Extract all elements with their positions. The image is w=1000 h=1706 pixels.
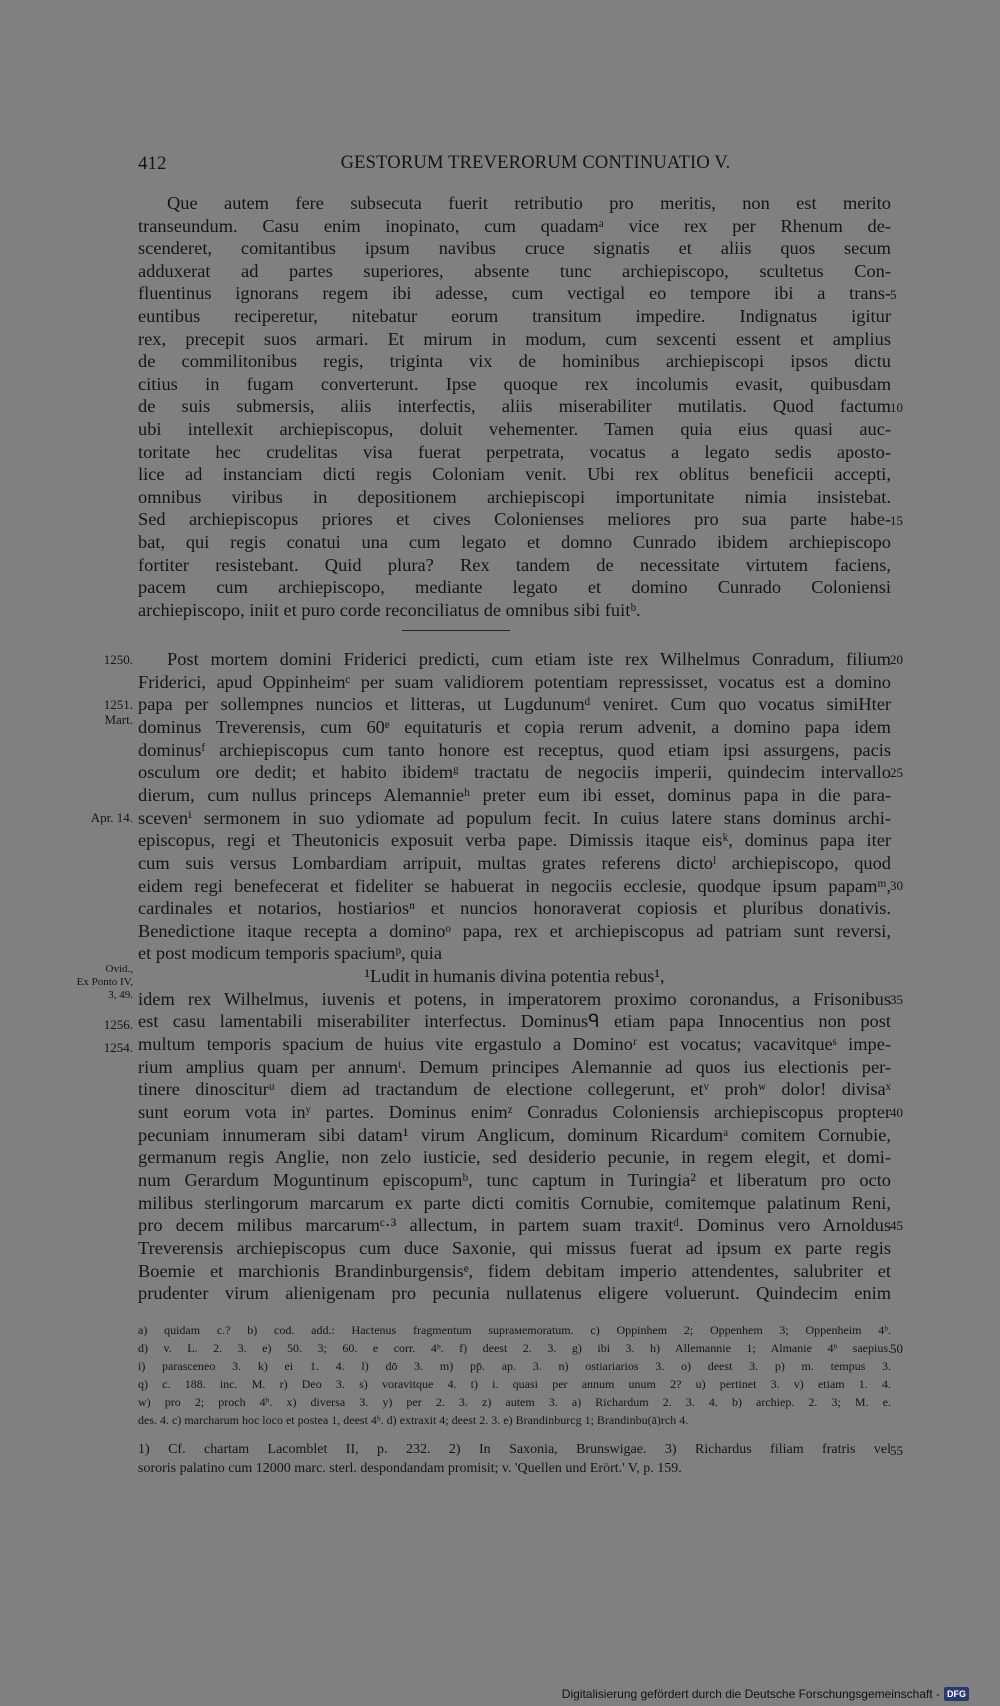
text-line: sunt eorum vota inʸ partes. Dominus enimᶻ Conradus Coloniensis archiepiscopus propter xyxy=(138,1102,891,1122)
text-line: de suis submersis, aliis interfectis, aliis miserabiliter mutilatis. Quod factum xyxy=(138,396,891,417)
text-line: et post modicum temporis spaciumᵖ, quia xyxy=(138,943,443,964)
footnote-line: i) parasceneo 3. k) ei 1. 4. l) dō 3. m) pp̄. ap. 3. n) ostiariarios 3. o) deest 3. p) m. tempus 3. xyxy=(138,1359,891,1373)
footnote-line: d) v. L. 2. 3. e) 50. 3; 60. e corr. 4ᵇ. f) deest 2. 3. g) ibi 3. h) Allemannie 1; Almanie 4ᵇ saepius. xyxy=(138,1341,891,1355)
text-line: cum suis versus Lombardiam arripuit, multas grates referens dictoˡ archiepiscopo, quod xyxy=(138,852,891,873)
line-number: 25 xyxy=(890,765,903,780)
footnote-line: des. 4. c) marcharum hoc loco et postea 1, deest 4ᵇ. d) extraxit 4; deest 2. 3. e) Brandinburcg 1; Brandinbu(ā)rch 4. xyxy=(138,1413,689,1427)
dfg-logo: DFG xyxy=(944,1687,969,1701)
section-divider xyxy=(402,630,510,631)
footnote-line: a) quidam c.? b) cod. add.: Hactenus fragmentum suprамemoratum. c) Oppinhem 2; Oppenhem 3; Oppenheim 4ᵇ. xyxy=(138,1323,891,1337)
margin-source: Ovid., xyxy=(105,963,133,975)
note-line: sororis palatino cum 12000 marc. sterl. despondandam promisit; v. 'Quellen und Erört.' V, p. 159. xyxy=(138,1461,682,1476)
line-number: 45 xyxy=(890,1218,903,1233)
text-line: omnibus viribus in depositionem archiepiscopi importunitate nimia insistebat. xyxy=(138,486,891,507)
text-line: Boemie et marchionis Brandinburgensisᵉ, fidem debitam imperio attendentes, salubriter et xyxy=(138,1260,891,1281)
page-number: 412 xyxy=(138,153,167,174)
text-line: rium amplius quam per annumᵗ. Demum principes Alemannie ad quos ius electionis per- xyxy=(138,1056,891,1077)
running-title: GESTORUM TREVERORUM CONTINUATIO V. xyxy=(340,153,731,173)
text-line: pecuniam innumeram sibi datam¹ virum Anglicum, dominum Ricardumᵃ comitem Cornubie, xyxy=(138,1124,891,1145)
line-number: 55 xyxy=(890,1443,903,1458)
line-number: 10 xyxy=(890,400,903,415)
text-line: tinere dinosciturᵘ diem ad tractandum de electione collegerunt, etᵛ prohʷ dolor! divisaˣ xyxy=(138,1079,891,1100)
text-line: dominusᶠ archiepiscopus cum tanto honore est receptus, quod etiam ipsi assurgens, pacis xyxy=(138,739,891,760)
line-number: 50 xyxy=(890,1341,903,1356)
text-line: Treverensis archiepiscopus cum duce Saxonie, qui missus fuerat ad ipsum ex parte regis xyxy=(138,1237,891,1258)
text-line: dominus Treverensis, cum 60ᵉ equitaturis et copia rerum advenit, a domino papa idem xyxy=(138,716,891,737)
text-line: prudenter virum alienigenam pro pecunia nullatenus eligere voluerunt. Quindecim enim xyxy=(138,1283,891,1304)
text-line: dierum, cum nullus princeps Alemannieʰ preter eum ibi esset, dominus papa in die para- xyxy=(138,784,891,805)
line-number: 20 xyxy=(890,652,903,667)
text-line: rex, precepit suos armari. Et mirum in modum, cum sexcenti essent et amplius xyxy=(138,328,891,349)
footnote-line: q) c. 188. inc. M. r) Deo 3. s) voravitque 4. t) i. quasi per annum unum 2? u) pertinet 3. v) etiam 1. 4. xyxy=(138,1377,891,1391)
margin-source: 3, 49. xyxy=(108,989,133,1001)
text-line: toritate hec crudelitas visa fuerat perpetrata, vocatus a legato sedis aposto- xyxy=(138,441,891,462)
text-line: euntibus reciperetur, nitebatur eorum transitum impedire. Indignatus igitur xyxy=(138,306,891,326)
text-line: lice ad instanciam dicti regis Coloniam venit. Ubi rex oblitus beneficii accepti, xyxy=(138,464,891,485)
text-line: transeundum. Casu enim inopinato, cum quadamᵃ vice rex per Rhenum de- xyxy=(138,215,891,236)
text-line: cardinales et notarios, hostiariosⁿ et nuncios honoraverat copiosis et pluribus donativis. xyxy=(138,898,891,919)
text-line: de commilitonibus regis, triginta vix de hominibus archiepiscopi ipsos dictu xyxy=(138,351,891,372)
margin-source: Ex Ponto IV, xyxy=(76,976,133,988)
text-line: pro decem milibus marcarumᶜ·³ allectum, in partem suam traxitᵈ. Dominus vero Arnoldus xyxy=(138,1215,891,1236)
text-line: num Gerardum Moguntinum episcopumᵇ, tunc captum in Turingia² et liberatum pro octo xyxy=(138,1169,891,1190)
verse-quotation: ¹Ludit in humanis divina potentia rebus¹, xyxy=(364,966,665,987)
margin-year: 1254. xyxy=(103,1040,133,1055)
line-number: 40 xyxy=(890,1105,903,1120)
text-line: ubi intellexit archiepiscopus, doluit vehementer. Tamen quia eius quasi auc- xyxy=(138,419,891,439)
text-line: Que autem fere subsecuta fuerit retributio pro meritis, non est merito xyxy=(167,193,891,213)
text-line: Sed archiepiscopus priores et cives Colonienses meliores pro sua parte habe- xyxy=(138,509,891,530)
text-line: multum temporis spacium de huius vite ergastulo a Dominoʳ est vocatus; vacavitqueˢ impe- xyxy=(138,1034,891,1055)
text-line: idem rex Wilhelmus, iuvenis et potens, in imperatorem proximo coronandus, a Frisonibus xyxy=(138,988,891,1009)
footnote-line: w) pro 2; proch 4ᵇ. x) diversa 3. y) per 2. 3. z) autem 3. a) Richardum 2. 3. 4. b) archiep. 2. 3; M. e. xyxy=(138,1395,891,1409)
margin-year: 1250. xyxy=(103,652,133,667)
text-line: Post mortem domini Friderici predicti, cum etiam iste rex Wilhelmus Conradum, filium xyxy=(167,649,891,669)
margin-year: 1251. xyxy=(103,697,133,712)
page-header xyxy=(138,153,923,177)
text-line: fortiter resistebant. Quid plura? Rex tandem de necessitate virtutem faciens, xyxy=(138,554,891,575)
text-line: eidem regi benefecerat et fideliter se habuerat in negociis ecclesie, quodque ipsum papamᵐ, xyxy=(138,875,891,896)
text-line: est casu lamentabili miserabiliter interfectus. Dominusᑫ etiam papa Innocentius non post xyxy=(138,1011,891,1032)
text-line: archiepiscopo, iniit et puro corde reconciliatus de omnibus sibi fuitᵇ. xyxy=(138,599,641,620)
line-number: 5 xyxy=(890,287,897,302)
digitization-footer xyxy=(562,1686,969,1702)
margin-year: 1256. xyxy=(103,1017,133,1032)
margin-month: Mart. xyxy=(104,712,133,727)
text-line: osculum ore dedit; et habito ibidemᵍ tractatu de negociis imperii, quindecim intervallo xyxy=(138,762,891,783)
text-line: Friderici, apud Oppinheimᶜ per suam validiorem potentiam repressisset, vocatus est a domino xyxy=(138,671,891,692)
text-line: Benedictione itaque recepta a dominoᵒ papa, rex et archiepiscopus ad patriam sunt reversi, xyxy=(138,920,891,941)
note-line: 1) Cf. chartam Lacomblet II, p. 232. 2) In Saxonia, Brunswigae. 3) Richardus filiam fratris vel xyxy=(138,1442,891,1457)
footer-text: Digitalisierung gefördert durch die Deutsche Forschungsgemeinschaft - xyxy=(561,1687,940,1701)
text-line: fluentinus ignorans regem ibi adesse, cum vectigal eo tempore ibi a trans- xyxy=(138,283,891,304)
text-line: papa per sollempnes nuncios et litteras, ut Lugdunumᵈ veniret. Cum quo vocatus simiHter xyxy=(138,694,891,715)
line-number: 15 xyxy=(890,513,903,528)
text-line: pacem cum archiepiscopo, mediante legato et domino Cunrado Coloniensi xyxy=(138,577,891,598)
text-line: milibus sterlingorum marcarum ex parte dicti comitis Cornubie, comitemque palatinum Reni, xyxy=(138,1192,891,1213)
line-number: 30 xyxy=(890,878,903,893)
text-line: citius in fugam converterunt. Ipse quoque rex incolumis evasit, quibusdam xyxy=(138,373,891,394)
line-number: 35 xyxy=(890,992,903,1007)
margin-date: Apr. 14. xyxy=(90,810,133,825)
text-line: adduxerat ad partes superiores, absente tunc archiepiscopo, scultetus Con- xyxy=(138,260,891,281)
text-line: scenderet, comitantibus ipsum navibus cruce signatis et aliis quos secum xyxy=(138,238,891,259)
text-line: bat, qui regis conatui una cum legato et domno Cunrado ibidem archiepiscopo xyxy=(138,532,891,552)
text-line: germanum regis Anglie, non zelo iusticie, sed desiderio pecunie, in regem elegit, et domi- xyxy=(138,1147,891,1168)
text-line: scevenⁱ sermonem in suo ydiomate ad populum fecit. In cuius latere stans dominus archi- xyxy=(138,807,891,828)
text-line: episcopus, regi et Theutonicis exposuit verba pape. Dimissis itaque eisᵏ, dominus papa iter xyxy=(138,830,891,851)
